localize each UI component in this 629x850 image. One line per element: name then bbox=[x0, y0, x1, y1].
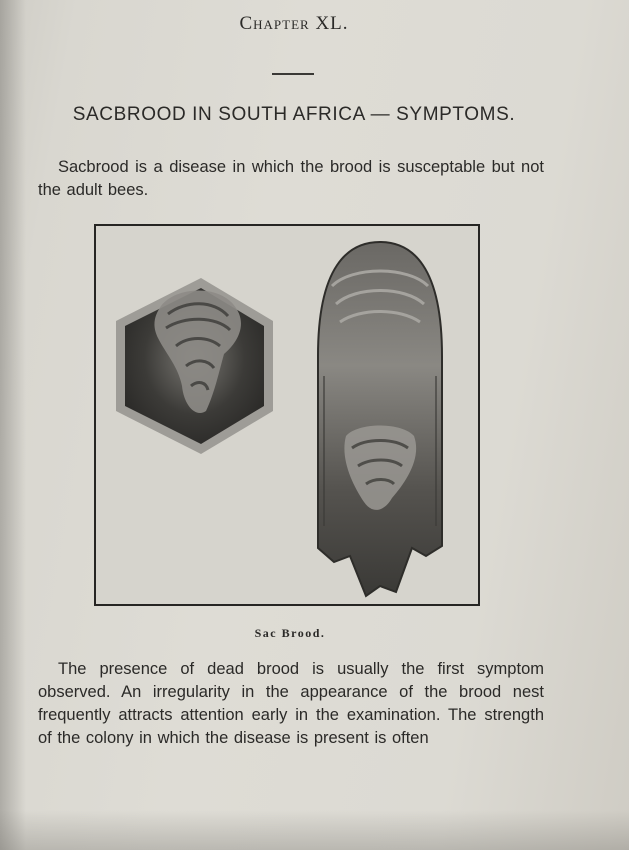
section-heading: SACBROOD IN SOUTH AFRICA — SYMPTOMS. bbox=[72, 104, 516, 125]
figure-caption: Sac Brood. bbox=[254, 626, 326, 640]
page-bottom-shadow bbox=[0, 810, 629, 850]
sacbrood-open-cell-image bbox=[318, 242, 442, 596]
chapter-title: Chapter XL. bbox=[239, 13, 349, 34]
page-gutter-shadow bbox=[0, 0, 26, 850]
intro-paragraph: Sacbrood is a disease in which the brood is susceptable but not the adult bees. bbox=[38, 158, 544, 199]
sacbrood-figure bbox=[94, 224, 480, 606]
chapter-divider bbox=[272, 73, 314, 75]
sacbrood-hexagon-cell-image bbox=[116, 278, 273, 454]
figure-illustration bbox=[96, 226, 478, 604]
body-paragraph: The presence of dead brood is usually the first symptom observed. An irregularity in the appearance of the brood nest frequently attracts attention early in the examination. The strength of the colony in which the disease is present is often bbox=[38, 660, 544, 747]
